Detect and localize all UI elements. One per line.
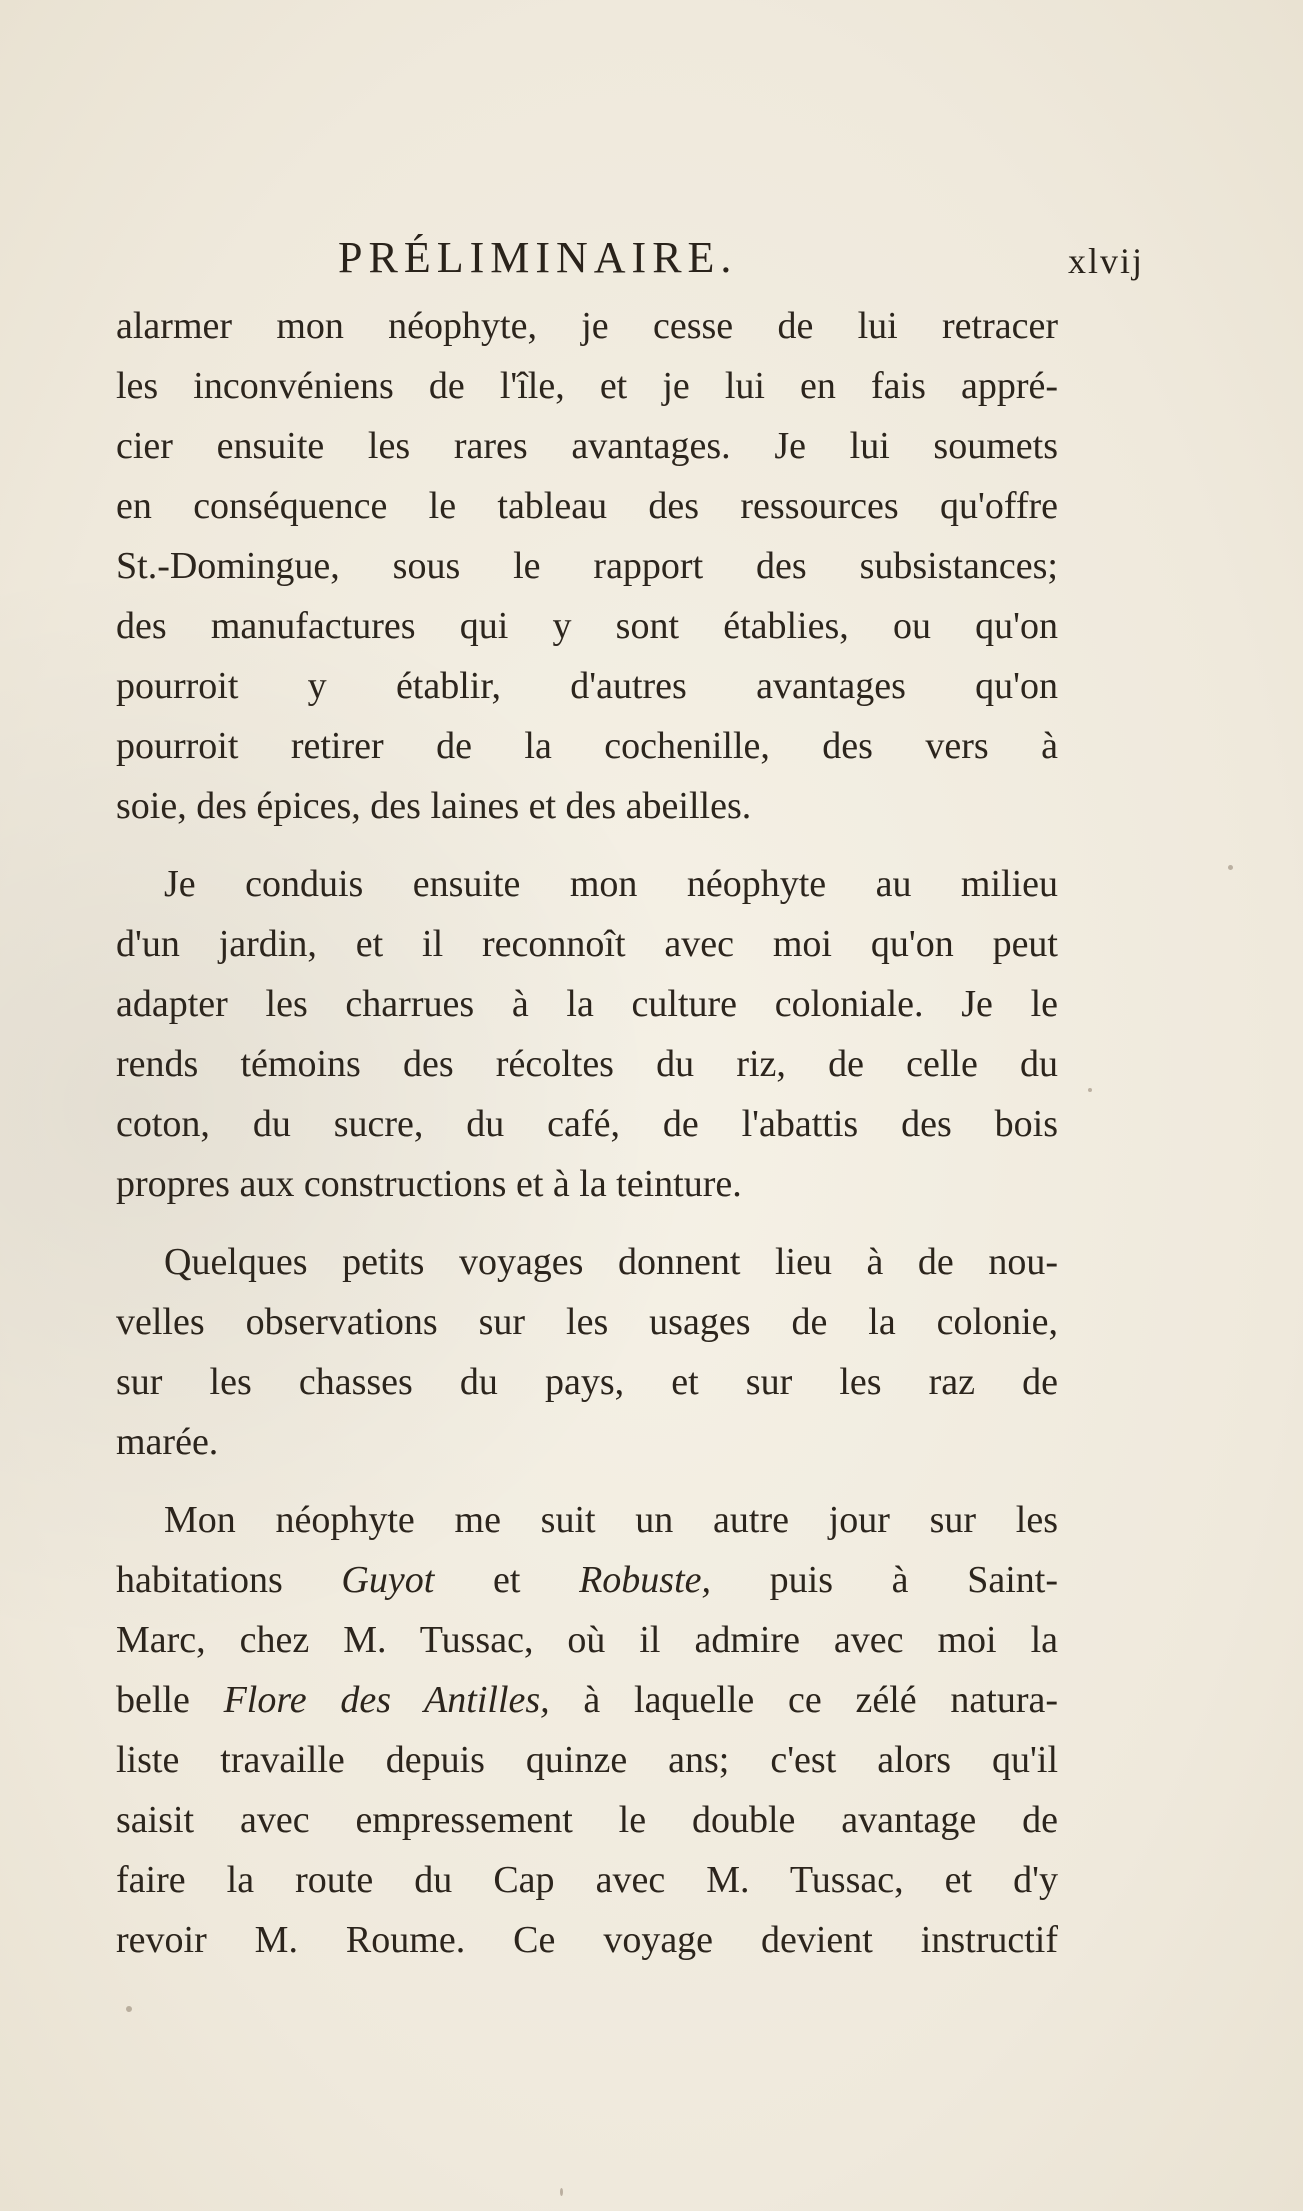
text-line: liste travaille depuis quinze ans; c'est alors qu'il <box>116 1739 1058 1781</box>
text-line: Quelques petits voyages donnent lieu à de nou- <box>164 1241 1058 1283</box>
text-run: et <box>434 1559 580 1601</box>
paper-speck <box>560 2188 563 2196</box>
text-line: cier ensuite les rares avantages. Je lui soumets <box>116 425 1058 467</box>
text-line: propres aux constructions et à la teinture. <box>116 1163 742 1205</box>
text-line: marée. <box>116 1421 219 1463</box>
text-run: à laquelle ce zélé natura- <box>549 1679 1058 1721</box>
text-line: pourroit y établir, d'autres avantages qu'on <box>116 665 1058 707</box>
text-line: soie, des épices, des laines et des abeilles. <box>116 785 752 827</box>
paragraph-gap <box>116 1214 1058 1232</box>
running-head-title: PRÉLIMINAIRE. <box>338 233 738 282</box>
paper-speck <box>126 2006 132 2012</box>
paragraph-gap <box>116 1472 1058 1490</box>
paragraph-gap <box>116 836 1058 854</box>
text-line: sur les chasses du pays, et sur les raz de <box>116 1361 1058 1403</box>
text-run: belle <box>116 1679 224 1721</box>
text-line: en conséquence le tableau des ressources qu'offre <box>116 485 1058 527</box>
text-line: Mon néophyte me suit un autre jour sur les <box>164 1499 1058 1541</box>
text-line: coton, du sucre, du café, de l'abattis des bois <box>116 1103 1058 1145</box>
paper-speck <box>1228 865 1233 870</box>
text-line: Marc, chez M. Tussac, où il admire avec moi la <box>116 1619 1058 1661</box>
body-text <box>116 296 1058 1970</box>
text-line: pourroit retirer de la cochenille, des vers à <box>116 725 1058 767</box>
paragraph-3 <box>116 1232 1058 1472</box>
paragraph-2 <box>116 854 1058 1214</box>
text-line: revoir M. Roume. Ce voyage devient instructif <box>116 1919 1058 1961</box>
page-number: xlvij <box>1067 241 1144 281</box>
text-line: rends témoins des récoltes du riz, de celle du <box>116 1043 1058 1085</box>
italic-run: Guyot <box>341 1559 435 1601</box>
paper-speck <box>1088 1088 1092 1092</box>
text-line: faire la route du Cap avec M. Tussac, et d'y <box>116 1859 1058 1901</box>
text-line: d'un jardin, et il reconnoît avec moi qu'on peut <box>116 923 1058 965</box>
text-line: les inconvéniens de l'île, et je lui en fais appré- <box>116 365 1058 407</box>
text-line-mixed <box>116 1550 1058 1610</box>
text-run: puis à Saint- <box>711 1559 1058 1601</box>
text-line: saisit avec empressement le double avantage de <box>116 1799 1058 1841</box>
text-line: velles observations sur les usages de la colonie, <box>116 1301 1058 1343</box>
text-line: Je conduis ensuite mon néophyte au milieu <box>164 863 1058 905</box>
italic-run: Flore des Antilles, <box>223 1679 550 1721</box>
text-run: habitations <box>116 1559 342 1601</box>
italic-run: Robuste, <box>579 1559 711 1601</box>
text-line: adapter les charrues à la culture coloniale. Je le <box>116 983 1058 1025</box>
paragraph-1 <box>116 296 1058 836</box>
paragraph-4 <box>116 1490 1058 1970</box>
text-line: des manufactures qui y sont établies, ou qu'on <box>116 605 1058 647</box>
text-line: St.-Domingue, sous le rapport des subsistances; <box>116 545 1058 587</box>
text-line-mixed <box>116 1670 1058 1730</box>
text-line: alarmer mon néophyte, je cesse de lui retracer <box>116 305 1058 347</box>
running-head <box>116 232 1144 292</box>
